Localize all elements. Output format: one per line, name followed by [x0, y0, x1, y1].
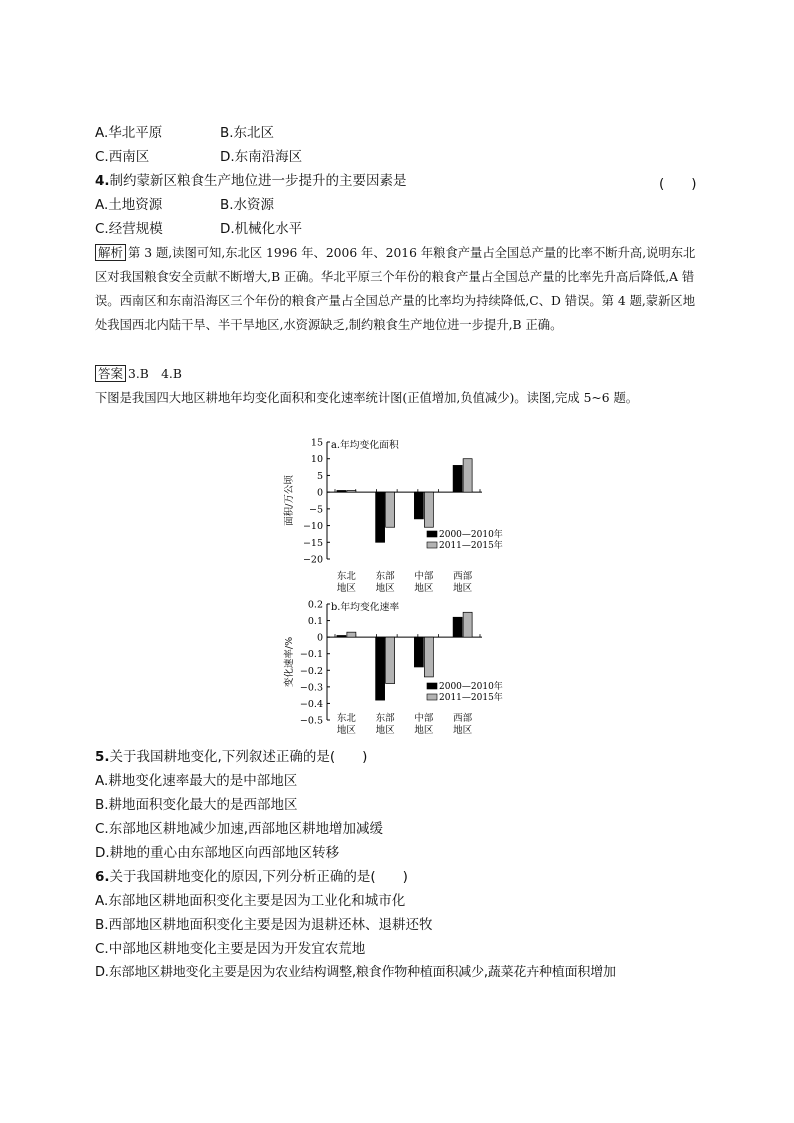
answer-text: 3.B 4.B — [128, 367, 182, 381]
q4-number: 4. — [95, 173, 110, 189]
chart-b-y-tick-label: −0.1 — [299, 649, 323, 661]
q4-option-d: D.机械化水平 — [220, 221, 303, 237]
chart-a-bar — [386, 492, 395, 527]
chart-b-y-tick-label: 0 — [316, 632, 323, 644]
chart-a-category-label: 东北 — [336, 571, 356, 582]
q5-option-a: A.耕地变化速率最大的是中部地区 — [95, 773, 298, 789]
q5-option-b: B.耕地面积变化最大的是西部地区 — [95, 797, 298, 813]
q5-option-c: C.东部地区耕地减少加速,西部地区耕地增加减缓 — [95, 821, 384, 837]
q4-option-a: A.土地资源 — [95, 197, 163, 213]
q6-option-c: C.中部地区耕地变化主要是因为开发宜农荒地 — [95, 941, 366, 957]
chart-a-y-tick-label: −5 — [308, 504, 323, 516]
chart-a-bar — [347, 490, 356, 492]
q3-option-c: C.西南区 — [95, 149, 150, 165]
chart-a-y-tick-label: −15 — [302, 537, 323, 549]
chart-b-bar — [386, 637, 395, 683]
chart-a-title: a.年均变化面积 — [331, 440, 399, 451]
chart-b-category-label: 中部 — [414, 713, 434, 724]
chart-b-category-label: 地区 — [453, 725, 473, 736]
chart-b-bar — [414, 637, 423, 667]
chart-b-category-label: 地区 — [375, 725, 395, 736]
chart-a-category-label: 西部 — [453, 571, 473, 582]
chart-a-legend-label: 2011—2015年 — [439, 541, 503, 551]
chart-a-legend-label: 2000—2010年 — [439, 530, 503, 540]
q6-option-d: D.东部地区耕地变化主要是因为农业结构调整,粮食作物种植面积减少,蔬菜花卉种植面积增加 — [95, 965, 616, 980]
chart-a-annual-area-change — [280, 432, 520, 592]
chart-a-category-label: 地区 — [453, 583, 473, 592]
chart-b-y-tick-label: −0.4 — [299, 698, 323, 710]
q5-stem — [95, 748, 367, 766]
chart-a-legend-swatch — [427, 531, 437, 537]
chart-a-bar — [463, 459, 472, 492]
chart-b-legend-swatch — [427, 694, 437, 700]
q4-answer-paren: ( ) — [659, 176, 697, 192]
chart-b-category-label: 西部 — [453, 713, 473, 724]
chart-b-y-tick-label: 0.1 — [307, 616, 323, 628]
chart-a-bar — [453, 465, 462, 492]
chart-a-y-tick-label: −20 — [302, 554, 323, 566]
chart-intro: 下图是我国四大地区耕地年均变化面积和变化速率统计图(正值增加,负值减少)。读图,完成 5~6 题。 — [95, 391, 639, 405]
q5-stem-text: 关于我国耕地变化,下列叙述正确的是( ) — [109, 749, 368, 765]
chart-a-bar — [337, 490, 346, 492]
chart-b-category-label: 东北 — [336, 713, 356, 724]
analysis-paragraph — [95, 241, 705, 337]
analysis-label: 解析 — [95, 244, 126, 261]
chart-a-category-label: 地区 — [375, 583, 395, 592]
q4-option-c: C.经营规模 — [95, 221, 163, 237]
analysis-text: 第 3 题,读图可知,东北区 1996 年、2006 年、2016 年粮食产量占全国总产量的比率不断升高,说明东北区对我国粮食安全贡献不断增大,B 正确。华北平原三个年份的粮食产量占全国总产量的比率先升高后降低,A 错误。西南区和东南沿海区三个年份的粮食产量占全国总产量的比率均为持续降低,C、D 错误。第 4 题,蒙新区地处我国西北内陆干旱、半干旱地区,水资源缺乏,制约粮食生产地位进一步提升,B 正确。 — [95, 246, 696, 332]
chart-b-category-label: 地区 — [336, 725, 356, 736]
q3-option-b: B.东北区 — [220, 125, 275, 141]
chart-b-bar — [347, 632, 356, 637]
chart-b-legend-label: 2011—2015年 — [439, 693, 503, 703]
q6-option-b: B.西部地区耕地面积变化主要是因为退耕还林、退耕还牧 — [95, 917, 433, 933]
q3-option-d: D.东南沿海区 — [220, 149, 303, 165]
answer-label: 答案 — [95, 365, 126, 382]
chart-b-y-tick-label: −0.5 — [299, 715, 323, 727]
chart-a-category-label: 地区 — [414, 583, 434, 592]
answer-line — [95, 362, 705, 386]
chart-b-y-tick-label: 0.2 — [307, 599, 323, 611]
chart-a-legend-swatch — [427, 542, 437, 548]
chart-a-y-label: 面积/万公顷 — [284, 475, 295, 526]
q6-stem-text: 关于我国耕地变化的原因,下列分析正确的是( ) — [109, 869, 408, 885]
chart-a-y-tick-label: 10 — [310, 454, 323, 466]
chart-b-title: b.年均变化速率 — [331, 602, 400, 613]
chart-a-bar — [414, 492, 423, 519]
q5-number: 5. — [95, 749, 110, 765]
chart-a-category-label: 东部 — [375, 571, 395, 582]
chart-a-category-label: 中部 — [414, 571, 434, 582]
q6-stem — [95, 868, 408, 886]
chart-a-y-tick-label: −10 — [302, 521, 323, 533]
chart-b-bar — [463, 612, 472, 637]
chart-b-bar — [453, 617, 462, 637]
q6-number: 6. — [95, 869, 110, 885]
q4-stem — [95, 172, 407, 190]
chart-b-category-label: 地区 — [414, 725, 434, 736]
chart-b-bar — [424, 637, 433, 677]
chart-a-y-tick-label: 0 — [316, 487, 323, 499]
q4-option-b: B.水资源 — [220, 197, 275, 213]
q4-stem-text: 制约蒙新区粮食生产地位进一步提升的主要因素是 — [109, 173, 407, 189]
chart-b-bar — [337, 635, 346, 637]
chart-b-legend-label: 2000—2010年 — [439, 682, 503, 692]
q3-option-a: A.华北平原 — [95, 125, 163, 141]
chart-a-y-tick-label: 5 — [316, 470, 323, 482]
chart-a-bar — [424, 492, 433, 527]
chart-a-bar — [376, 492, 385, 542]
chart-b-bar — [376, 637, 385, 700]
chart-b-y-tick-label: −0.2 — [299, 665, 323, 677]
q6-option-a: A.东部地区耕地面积变化主要是因为工业化和城市化 — [95, 893, 406, 909]
chart-a-y-tick-label: 15 — [310, 437, 323, 449]
chart-b-y-tick-label: −0.3 — [299, 682, 323, 694]
chart-b-legend-swatch — [427, 683, 437, 689]
chart-b-y-label: 变化速率/% — [284, 636, 295, 688]
q5-option-d: D.耕地的重心由东部地区向西部地区转移 — [95, 845, 340, 861]
chart-b-annual-change-rate — [280, 594, 520, 744]
chart-a-category-label: 地区 — [336, 583, 356, 592]
chart-b-category-label: 东部 — [375, 713, 395, 724]
